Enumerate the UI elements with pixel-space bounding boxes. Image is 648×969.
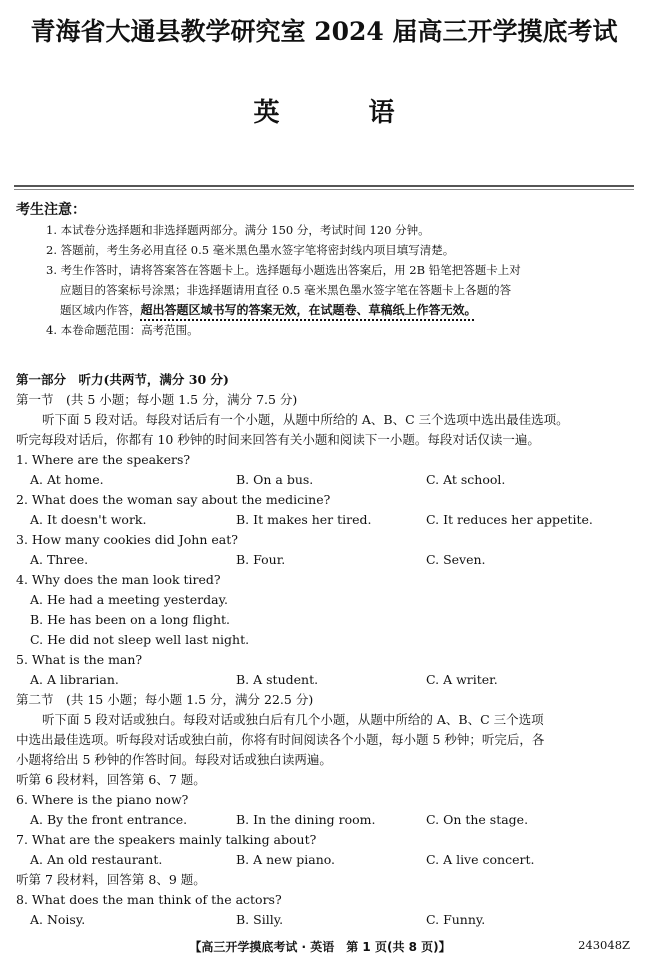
question-stem: 4. Why does the man look tired? <box>16 572 221 587</box>
option-a: A. At home. <box>30 472 104 487</box>
question-options <box>16 810 632 830</box>
option-b: B. Four. <box>236 552 286 567</box>
option-a: A. Noisy. <box>30 912 86 927</box>
question-stem: 7. What are the speakers mainly talking about? <box>16 832 317 847</box>
notice-item: 3. 考生作答时，请将答案答在答题卡上。选择题每小题选出答案后，用 2B 铅笔把答题卡上对 <box>46 263 521 277</box>
question-stem: 2. What does the woman say about the medicine? <box>16 492 331 507</box>
option-c: C. A writer. <box>426 672 498 687</box>
question-options <box>16 550 632 570</box>
question-options <box>16 850 632 870</box>
question-stem: 3. How many cookies did John eat? <box>16 532 238 547</box>
section-heading: 第二节 (共 15 小题；每小题 1.5 分，满分 22.5 分) <box>16 692 314 707</box>
section-instructions: 听下面 5 段对话。每段对话后有一个小题，从题中所给的 A、B、C 三个选项中选出最佳选项。 <box>42 412 569 427</box>
option-b: B. Silly. <box>236 912 284 927</box>
notice-item-continuation: 应题目的答案标号涂黑；非选择题请用直径 0.5 毫米黑色墨水签字笔在答题卡上各题的答 <box>60 283 512 297</box>
option-b: B. A student. <box>236 672 319 687</box>
notice-item: 1. 本试卷分选择题和非选择题两部分。满分 150 分，考试时间 120 分钟。 <box>46 223 430 237</box>
material-note: 听第 7 段材料，回答第 8、9 题。 <box>16 872 206 887</box>
question-options <box>16 910 632 930</box>
option-a: A. It doesn't work. <box>30 512 147 527</box>
option-b: B. In the dining room. <box>236 812 376 827</box>
question-options <box>16 670 632 690</box>
section-instructions: 听下面 5 段对话或独白。每段对话或独白后有几个小题，从题中所给的 A、B、C 三个选项 <box>42 712 544 727</box>
header-rule <box>14 185 634 187</box>
option-b: B. It makes her tired. <box>236 512 372 527</box>
material-note: 听第 6 段材料，回答第 6、7 题。 <box>16 772 206 787</box>
section-instructions: 听完每段对话后，你都有 10 秒钟的时间来回答有关小题和阅读下一小题。每段对话仅读一遍。 <box>16 432 540 447</box>
option-c: C. At school. <box>426 472 506 487</box>
footer-code: 243048Z <box>578 938 630 952</box>
notice-list <box>46 220 636 340</box>
option-a: A. An old restaurant. <box>30 852 163 867</box>
footer-page-info: 【高三开学摸底考试 · 英语 第 1 页(共 8 页)】 <box>189 940 451 954</box>
section-instructions: 中选出最佳选项。听每段对话或独白前，你将有时间阅读各个小题，每小题 5 秒钟；听完后，各 <box>16 732 545 747</box>
option-c: C. It reduces her appetite. <box>426 512 593 527</box>
option-c: C. Seven. <box>426 552 486 567</box>
section-heading: 第一节 (共 5 小题；每小题 1.5 分，满分 7.5 分) <box>16 392 298 407</box>
notice-emphasis: 超出答题区域书写的答案无效，在试题卷、草稿纸上作答无效。 <box>140 303 477 317</box>
option-c: C. A live concert. <box>426 852 535 867</box>
listening-section <box>16 370 632 930</box>
option-a: A. Three. <box>30 552 89 567</box>
notice-item: 4. 本卷命题范围：高考范围。 <box>46 323 199 337</box>
question-stem: 1. Where are the speakers? <box>16 452 191 467</box>
option-b: B. A new piano. <box>236 852 336 867</box>
option-a: A. He had a meeting yesterday. <box>30 592 228 607</box>
notice-plain-text: 题区域内作答， <box>60 303 141 317</box>
part-heading: 第一部分 听力(共两节，满分 30 分) <box>16 372 229 387</box>
option-c: C. Funny. <box>426 912 486 927</box>
notice-item: 2. 答题前，考生务必用直径 0.5 毫米黑色墨水签字笔将密封线内项目填写清楚。 <box>46 243 455 257</box>
section-instructions: 小题将给出 5 秒钟的作答时间。每段对话或独白读两遍。 <box>16 752 332 767</box>
notice-heading: 考生注意： <box>16 202 86 218</box>
option-c: C. He did not sleep well last night. <box>30 632 250 647</box>
question-options <box>16 510 632 530</box>
option-a: A. By the front entrance. <box>30 812 188 827</box>
question-stem: 5. What is the man? <box>16 652 143 667</box>
subject-title: 英 语 <box>253 98 435 128</box>
option-a: A. A librarian. <box>30 672 119 687</box>
option-b: B. On a bus. <box>236 472 314 487</box>
option-b: B. He has been on a long flight. <box>30 612 231 627</box>
notice-item-continuation <box>46 300 636 320</box>
option-c: C. On the stage. <box>426 812 529 827</box>
question-stem: 6. Where is the piano now? <box>16 792 189 807</box>
header-rule-thin <box>14 189 634 190</box>
question-options <box>16 470 632 490</box>
question-stem: 8. What does the man think of the actors? <box>16 892 282 907</box>
exam-title: 青海省大通县教学研究室 2024 届高三开学摸底考试 <box>30 17 618 46</box>
